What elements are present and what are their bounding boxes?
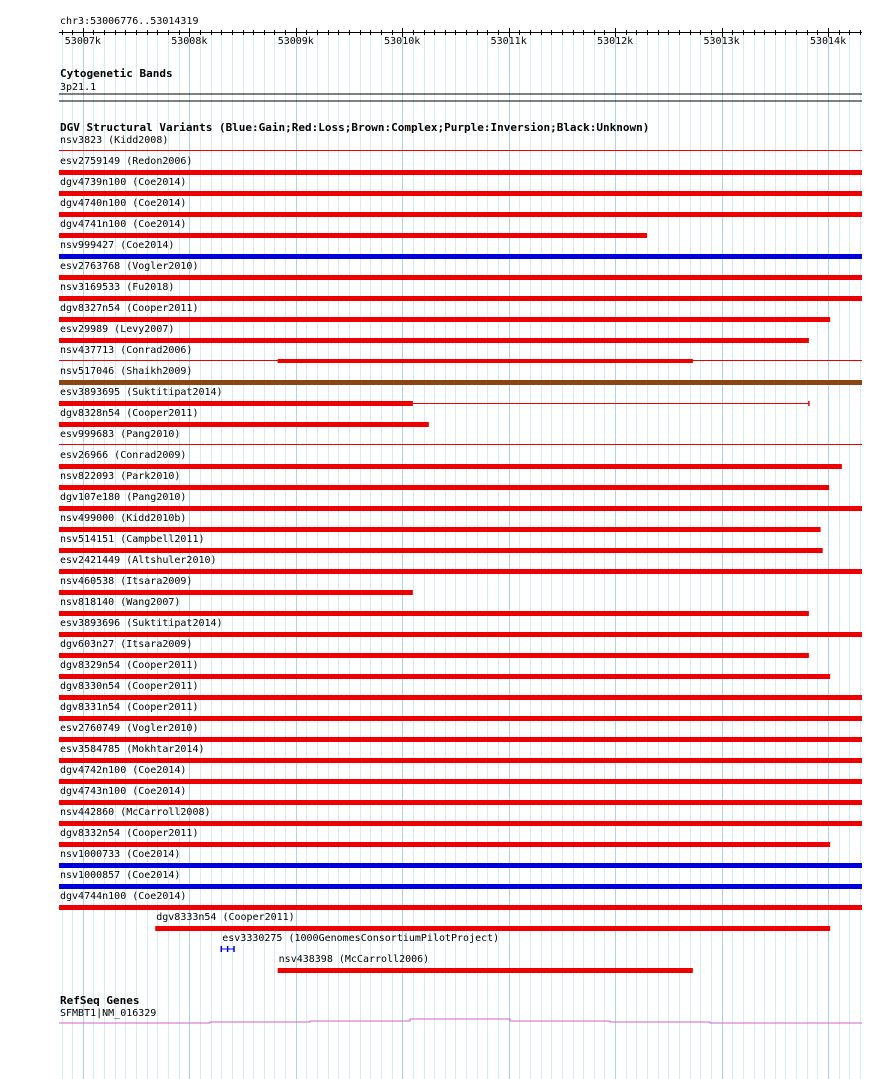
ruler-tick-label: 53010k [384,36,421,47]
variant-label: dgv107e180 (Pang2010) [60,492,187,503]
variant-label: esv3584785 (Mokhtar2014) [60,744,205,755]
variant-bar [59,800,862,805]
variant-label: esv2763768 (Vogler2010) [60,261,199,272]
variant-label: dgv4742n100 (Coe2014) [60,765,187,776]
variant-label: nsv460538 (Itsara2009) [60,576,193,587]
variant-bar [59,884,862,889]
ruler-tick-label: 53014k [809,36,847,47]
variant-label: dgv8333n54 (Cooper2011) [156,912,295,923]
variant-bar [59,170,862,175]
variant-bar [59,653,809,658]
variant-bar [59,632,862,637]
variant-label: nsv514151 (Campbell2011) [60,534,205,545]
variant-label: nsv818140 (Wang2007) [60,597,181,608]
variant-bar [59,464,842,469]
variant-bar [59,338,809,343]
cytoband-track-title: Cytogenetic Bands [60,67,173,80]
variant-label: nsv517046 (Shaikh2009) [60,366,193,377]
refseq-track-title: RefSeq Genes [60,994,140,1007]
variant-label: dgv4740n100 (Coe2014) [60,198,187,209]
variant-label: dgv4741n100 (Coe2014) [60,219,187,230]
variant-bar [59,758,862,763]
variant-label: nsv1000733 (Coe2014) [60,849,181,860]
variant-label: esv29989 (Levy2007) [60,324,175,335]
variant-bar [278,968,693,973]
variant-bar [59,548,823,553]
refseq-gene-label: SFMBT1|NM_016329 [60,1008,157,1019]
variant-label: dgv4744n100 (Coe2014) [60,891,187,902]
variant-label: nsv3823 (Kidd2008) [60,135,169,146]
variant-label: dgv603n27 (Itsara2009) [60,639,193,650]
variant-sub-bar [278,359,693,363]
variant-bar [59,737,862,742]
variant-bar [59,590,413,595]
variant-bar [59,695,862,700]
variant-label: nsv1000857 (Coe2014) [60,870,181,881]
region-label: chr3:53006776..53014319 [60,16,199,27]
variant-bar [59,842,830,847]
variant-bar [59,674,830,679]
variant-label: esv26966 (Conrad2009) [60,450,187,461]
variant-label: dgv4739n100 (Coe2014) [60,177,187,188]
variant-bar [59,254,862,259]
variant-bar [59,863,862,868]
variant-label: dgv8330n54 (Cooper2011) [60,681,199,692]
ruler-tick-label: 53008k [171,36,208,47]
variant-bar [59,317,830,322]
variant-label: dgv8329n54 (Cooper2011) [60,660,199,671]
variant-bar [155,926,830,931]
variant-bar [59,275,862,280]
ruler-tick-label: 53011k [490,36,527,47]
ruler-tick-label: 53013k [703,36,740,47]
variant-bar [59,611,809,616]
variant-bar [59,296,862,301]
dgv-track-title: DGV Structural Variants (Blue:Gain;Red:Loss;Brown:Complex;Purple:Inversion;Black:Unknown) [60,121,650,134]
variant-label: esv999683 (Pang2010) [60,429,181,440]
variant-bar [59,401,413,406]
variant-label: nsv3169533 (Fu2018) [60,282,175,293]
variant-label: nsv437713 (Conrad2006) [60,345,193,356]
coordinate-ruler [59,28,862,47]
variant-label: nsv438398 (McCarroll2006) [278,954,430,965]
variant-bar [59,506,862,511]
variant-bar [59,191,862,196]
variant-label: dgv8332n54 (Cooper2011) [60,828,199,839]
variant-label: dgv4743n100 (Coe2014) [60,786,187,797]
cytoband-label: 3p21.1 [60,82,97,93]
ruler-tick-label: 53007k [64,36,101,47]
variant-label: esv3893696 (Suktitipat2014) [60,618,223,629]
variant-bar [59,380,862,385]
variant-label: nsv499000 (Kidd2010b) [60,513,187,524]
variant-label: esv2759149 (Redon2006) [60,156,193,167]
variant-label: dgv8327n54 (Cooper2011) [60,303,199,314]
variant-bar [59,485,829,490]
ruler-tick-label: 53012k [597,36,634,47]
variant-label: nsv999427 (Coe2014) [60,240,175,251]
variant-bar [59,821,862,826]
variant-label: esv2421449 (Altshuler2010) [60,555,217,566]
variant-label: dgv8331n54 (Cooper2011) [60,702,199,713]
ruler-tick-label: 53009k [277,36,314,47]
variant-bar [59,527,821,532]
variant-bar [59,422,429,427]
variant-bar [59,716,862,721]
variant-label: nsv822093 (Park2010) [60,471,181,482]
variant-label: nsv442860 (McCarroll2008) [60,807,211,818]
variant-bar [59,233,647,238]
variant-label: dgv8328n54 (Cooper2011) [60,408,199,419]
variant-bar [59,569,862,574]
variant-label: esv2760749 (Vogler2010) [60,723,199,734]
variant-bar [59,779,862,784]
variant-bar [59,905,862,910]
variant-label: esv3893695 (Suktitipat2014) [60,387,223,398]
variant-label: esv3330275 (1000GenomesConsortiumPilotProject) [222,933,500,944]
variant-bar [59,212,862,217]
